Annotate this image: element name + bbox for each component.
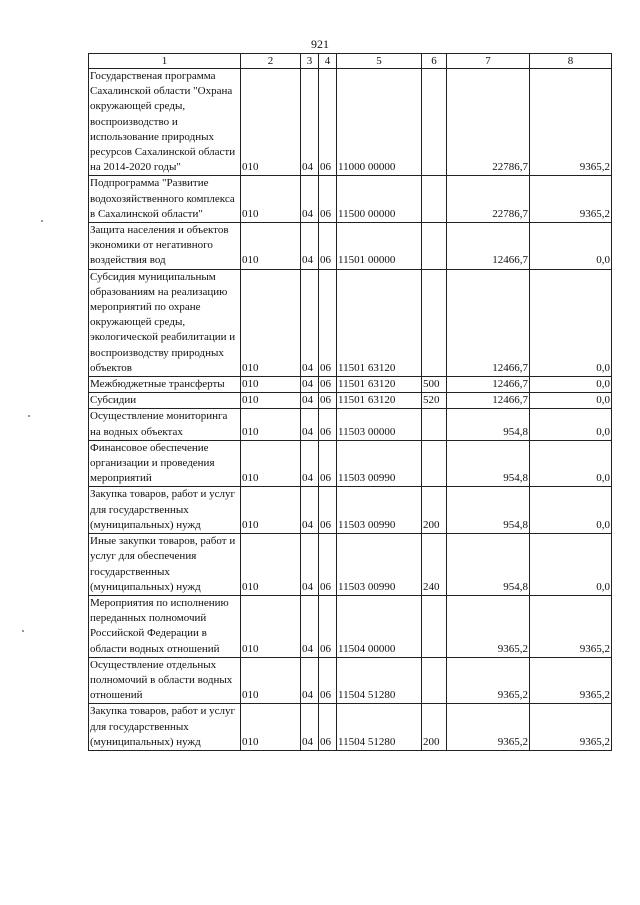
section-code: 010 [241,440,301,487]
subsection-code-2: 06 [319,657,337,704]
target-article-code: 11504 51280 [337,704,422,751]
expense-type-code [422,269,447,376]
col-header: 5 [337,54,422,69]
expense-type-code: 240 [422,534,447,596]
scan-speck [22,630,24,632]
table-row [89,223,612,270]
section-code: 010 [241,176,301,223]
target-article-code: 11504 51280 [337,657,422,704]
row-name: Субсидии [89,393,241,409]
subsection-code: 04 [301,704,319,751]
amount-2018: 0,0 [530,409,612,440]
amount-2017: 954,8 [447,409,530,440]
amount-2017: 12466,7 [447,377,530,393]
row-name: Защита населения и объектов экономики от негативного воздействия вод [89,223,241,270]
row-name: Мероприятия по исполнению переданных полномочий Российской Федерации в области водных отношений [89,595,241,657]
col-header: 8 [530,54,612,69]
section-code: 010 [241,657,301,704]
amount-2018: 9365,2 [530,69,612,176]
col-header: 7 [447,54,530,69]
amount-2017: 12466,7 [447,223,530,270]
subsection-code: 04 [301,440,319,487]
table-row [89,69,612,176]
subsection-code: 04 [301,595,319,657]
table-row [89,657,612,704]
section-code: 010 [241,269,301,376]
expense-type-code [422,595,447,657]
row-name: Государственая программа Сахалинской области "Охрана окружающей среды, воспроизводство и использование природных ресурсов Сахалинской области на 2014-2020 годы" [89,69,241,176]
target-article-code: 11000 00000 [337,69,422,176]
expense-type-code [422,223,447,270]
subsection-code-2: 06 [319,69,337,176]
expense-type-code: 500 [422,377,447,393]
amount-2017: 22786,7 [447,176,530,223]
amount-2018: 0,0 [530,440,612,487]
subsection-code-2: 06 [319,440,337,487]
subsection-code: 04 [301,393,319,409]
table-row [89,377,612,393]
expense-type-code [422,69,447,176]
subsection-code: 04 [301,409,319,440]
amount-2018: 0,0 [530,223,612,270]
amount-2017: 954,8 [447,534,530,596]
amount-2018: 9365,2 [530,704,612,751]
header-row [89,54,612,69]
col-header: 2 [241,54,301,69]
amount-2017: 22786,7 [447,69,530,176]
section-code: 010 [241,377,301,393]
subsection-code-2: 06 [319,269,337,376]
amount-2017: 9365,2 [447,704,530,751]
section-code: 010 [241,704,301,751]
subsection-code-2: 06 [319,595,337,657]
table-row [89,595,612,657]
amount-2018: 9365,2 [530,595,612,657]
subsection-code-2: 06 [319,393,337,409]
amount-2017: 954,8 [447,440,530,487]
budget-table [88,53,612,751]
expense-type-code [422,657,447,704]
subsection-code-2: 06 [319,409,337,440]
row-name: Осуществление отдельных полномочий в области водных отношений [89,657,241,704]
target-article-code: 11501 00000 [337,223,422,270]
col-header: 6 [422,54,447,69]
table-row [89,176,612,223]
col-header: 1 [89,54,241,69]
table-row [89,487,612,534]
page-number: 921 [311,37,329,51]
table-row [89,440,612,487]
subsection-code-2: 06 [319,487,337,534]
subsection-code: 04 [301,176,319,223]
row-name: Подпрограмма "Развитие водохозяйственного комплекса в Сахалинской области" [89,176,241,223]
subsection-code: 04 [301,223,319,270]
subsection-code: 04 [301,269,319,376]
subsection-code-2: 06 [319,223,337,270]
expense-type-code [422,176,447,223]
col-header: 4 [319,54,337,69]
subsection-code: 04 [301,657,319,704]
amount-2018: 0,0 [530,534,612,596]
table-row [89,409,612,440]
amount-2018: 0,0 [530,487,612,534]
subsection-code-2: 06 [319,534,337,596]
expense-type-code: 200 [422,487,447,534]
expense-type-code [422,440,447,487]
table-row [89,269,612,376]
row-name: Межбюджетные трансферты [89,377,241,393]
section-code: 010 [241,487,301,534]
target-article-code: 11503 00990 [337,440,422,487]
amount-2018: 0,0 [530,377,612,393]
amount-2018: 0,0 [530,269,612,376]
amount-2017: 12466,7 [447,393,530,409]
target-article-code: 11503 00000 [337,409,422,440]
amount-2017: 954,8 [447,487,530,534]
expense-type-code: 520 [422,393,447,409]
row-name: Осуществление мониторинга на водных объектах [89,409,241,440]
row-name: Закупка товаров, работ и услуг для государственных (муниципальных) нужд [89,487,241,534]
section-code: 010 [241,393,301,409]
subsection-code-2: 06 [319,704,337,751]
amount-2017: 12466,7 [447,269,530,376]
target-article-code: 11504 00000 [337,595,422,657]
section-code: 010 [241,409,301,440]
amount-2018: 9365,2 [530,176,612,223]
col-header: 3 [301,54,319,69]
target-article-code: 11501 63120 [337,393,422,409]
subsection-code-2: 06 [319,176,337,223]
target-article-code: 11501 63120 [337,269,422,376]
amount-2017: 9365,2 [447,657,530,704]
section-code: 010 [241,595,301,657]
table-row [89,534,612,596]
section-code: 010 [241,223,301,270]
table-row [89,393,612,409]
row-name: Финансовое обеспечение организации и проведения мероприятий [89,440,241,487]
row-name: Закупка товаров, работ и услуг для государственных (муниципальных) нужд [89,704,241,751]
subsection-code-2: 06 [319,377,337,393]
target-article-code: 11501 63120 [337,377,422,393]
scan-speck [28,415,30,417]
amount-2017: 9365,2 [447,595,530,657]
scan-speck [41,220,43,222]
row-name: Иные закупки товаров, работ и услуг для обеспечения государственных (муниципальных) нужд [89,534,241,596]
amount-2018: 9365,2 [530,657,612,704]
section-code: 010 [241,534,301,596]
section-code: 010 [241,69,301,176]
subsection-code: 04 [301,69,319,176]
row-name: Субсидия муниципальным образованиям на реализацию мероприятий по охране окружающей среды, экологической реабилитации и воспроизводству природных объектов [89,269,241,376]
subsection-code: 04 [301,487,319,534]
target-article-code: 11503 00990 [337,534,422,596]
table-row [89,704,612,751]
expense-type-code: 200 [422,704,447,751]
subsection-code: 04 [301,377,319,393]
subsection-code: 04 [301,534,319,596]
target-article-code: 11500 00000 [337,176,422,223]
expense-type-code [422,409,447,440]
target-article-code: 11503 00990 [337,487,422,534]
amount-2018: 0,0 [530,393,612,409]
